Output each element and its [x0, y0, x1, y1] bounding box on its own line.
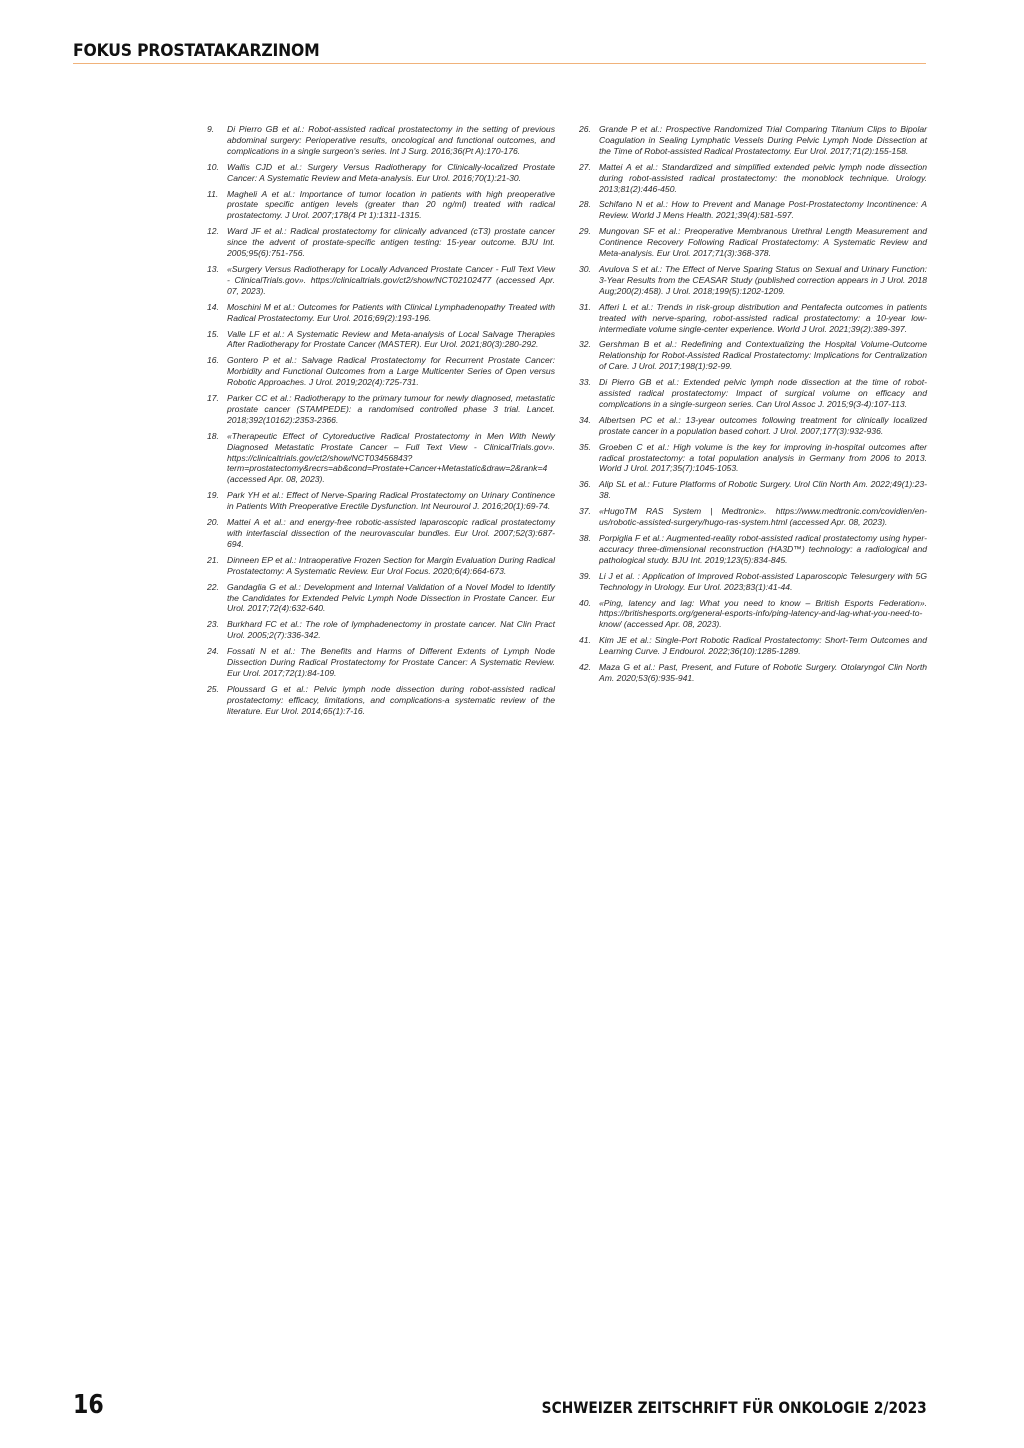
page-number: 16 [73, 1390, 104, 1420]
reference-text: Albertsen PC et al.: 13-year outcomes following treatment for clinically localized prostate cancer in a population based cohort. J Urol. 2007;177(3):932-936. [599, 414, 927, 436]
reference-item [207, 355, 555, 388]
reference-text: Mattei A et al.: Standardized and simplified extended pelvic lymph node dissection during robot-assisted radical prostatectomy: the monoblock technique. Urology. 2013;81(2):446-450. [599, 161, 927, 194]
reference-number: 20. [207, 517, 219, 528]
reference-item [579, 635, 927, 657]
reference-number: 22. [207, 581, 219, 592]
reference-item [579, 415, 927, 437]
reference-number: 10. [207, 161, 219, 172]
reference-text: Alip SL et al.: Future Platforms of Robotic Surgery. Urol Clin North Am. 2022;49(1):23-38. [599, 479, 927, 501]
reference-item [579, 377, 927, 410]
reference-number: 36. [579, 479, 591, 490]
reference-number: 26. [579, 124, 591, 134]
reference-item [207, 619, 555, 641]
reference-number: 33. [579, 377, 591, 388]
reference-number: 37. [579, 506, 591, 517]
reference-number: 23. [207, 619, 219, 630]
reference-text: Mungovan SF et al.: Preoperative Membranous Urethral Length Measurement and Continence Recovery Following Radical Prostatectomy: A Systematic Review and Meta-analysis. Eur Urol. 2017;71(3):368-378. [599, 226, 927, 259]
reference-text: Gandaglia G et al.: Development and Internal Validation of a Novel Model to Identify the Candidates for Extended Pelvic Lymph Node Dissection in Prostate Cancer. Eur Urol. 2017;72(4):632-640. [227, 581, 555, 614]
reference-item [207, 646, 555, 679]
reference-text: Moschini M et al.: Outcomes for Patients with Clinical Lymphadenopathy Treated with Radical Prostatectomy. Eur Urol. 2016;69(2):193-196. [227, 301, 555, 323]
reference-text: Ploussard G et al.: Pelvic lymph node dissection during robot-assisted radical prostatectomy: efficacy, limitations, and complications-a systematic review of the literature. Eur Urol. 2014;65(1):7-16. [227, 683, 555, 716]
header-divider [73, 63, 926, 64]
reference-number: 35. [579, 441, 591, 452]
reference-item [579, 264, 927, 297]
journal-title: SCHWEIZER ZEITSCHRIFT FÜR ONKOLOGIE 2/2023 [541, 1398, 927, 1417]
reference-number: 21. [207, 554, 219, 565]
reference-number: 11. [207, 188, 219, 199]
reference-item [207, 431, 555, 486]
reference-item [207, 226, 555, 259]
reference-item [207, 517, 555, 550]
reference-item [207, 329, 555, 351]
reference-text: Dinneen EP et al.: Intraoperative Frozen Section for Margin Evaluation During Radical Prostatectomy: A Systematic Review. Eur Urol Focus. 2020;6(4):664-673. [227, 554, 555, 576]
reference-text: Groeben C et al.: High volume is the key for improving in-hospital outcomes after radical prostatectomy: a total population analysis in Germany from 2006 to 2013. World J Urol. 2017;35(7):1045-1053. [599, 441, 927, 474]
reference-text: Schifano N et al.: How to Prevent and Manage Post-Prostatectomy Incontinence: A Review. World J Mens Health. 2021;39(4):581-597. [599, 199, 927, 221]
reference-item [579, 226, 927, 259]
reference-item [207, 302, 555, 324]
reference-item [207, 582, 555, 615]
reference-number: 41. [579, 635, 591, 646]
reference-item [207, 393, 555, 426]
reference-text: Avulova S et al.: The Effect of Nerve Sparing Status on Sexual and Urinary Function: 3-Year Results from the CEASAR Study (published correction appears in J Urol. 2018 Aug;200(2):458). J Urol. 2018;199(5):1202-1209. [599, 263, 927, 296]
reference-item [579, 199, 927, 221]
reference-item [579, 662, 927, 684]
reference-item [579, 533, 927, 566]
reference-text: Afferi L et al.: Trends in risk-group distribution and Pentafecta outcomes in patients treated with nerve-sparing, robot-assisted radical prostatectomy: a 10-year low-intermediate volume single-center experience. World J Urol. 2021;39(2):389-397. [599, 301, 927, 334]
reference-item [579, 506, 927, 528]
reference-item [207, 264, 555, 297]
reference-number: 15. [207, 328, 219, 339]
references-right-column [579, 124, 927, 689]
reference-number: 31. [579, 301, 591, 312]
reference-text: «Surgery Versus Radiotherapy for Locally Advanced Prostate Cancer - Full Text View - ClinicalTrials.gov». https://clinicaltrials.gov/ct2/show/NCT02102477 (accessed Apr. 07, 2023). [227, 263, 555, 296]
reference-text: «Ping, latency and lag: What you need to know – British Esports Federation». https://britishesports.org/general-esports-info/ping-latency-and-lag-what-you-need-to-know/ (accessed Apr. 08, 2023). [599, 597, 927, 630]
reference-text: Kim JE et al.: Single-Port Robotic Radical Prostatectomy: Short-Term Outcomes and Learning Curve. J Endourol. 2022;36(10):1285-1289. [599, 635, 927, 657]
reference-text: Fossati N et al.: The Benefits and Harms of Different Extents of Lymph Node Dissection During Radical Prostatectomy for Prostate Cancer: A Systematic Review. Eur Urol. 2017;72(1):84-109. [227, 646, 555, 678]
reference-text: Maza G et al.: Past, Present, and Future of Robotic Surgery. Otolaryngol Clin North Am. 2020;53(6):935-941. [599, 662, 927, 683]
reference-text: Valle LF et al.: A Systematic Review and Meta-analysis of Local Salvage Therapies After Radiotherapy for Prostate Cancer (MASTER). Eur Urol. 2021;80(3):280-292. [227, 328, 555, 350]
reference-text: «Therapeutic Effect of Cytoreductive Radical Prostatectomy in Men With Newly Diagnosed Metastatic Prostate Cancer – Full Text View - ClinicalTrials.gov». https://clinicaltrials.gov/ct2/show/NCT03456843?term=prostatectomy&recrs=ab&cond=Prostate+Cancer+Metastatic&draw=2&rank=4 (accessed Apr. 08, 2023). [227, 430, 555, 485]
reference-item [579, 302, 927, 335]
reference-number: 30. [579, 263, 591, 274]
reference-item [579, 124, 927, 157]
reference-number: 34. [579, 414, 591, 425]
reference-item [579, 162, 927, 195]
reference-number: 42. [579, 662, 591, 673]
reference-number: 29. [579, 226, 591, 237]
reference-item [207, 124, 555, 157]
reference-item [579, 339, 927, 372]
reference-text: Porpiglia F et al.: Augmented-reality robot-assisted radical prostatectomy using hyper-accuracy three-dimensional reconstruction (HA3D™) technology: a radiological and pathological study. BJU Int. 2019;123(5):834-845. [599, 533, 927, 565]
reference-text: Wallis CJD et al.: Surgery Versus Radiotherapy for Clinically-localized Prostate Cancer: A Systematic Review and Meta-analysis. Eur Urol. 2016;70(1):21-30. [227, 161, 555, 183]
reference-text: Di Pierro GB et al.: Extended pelvic lymph node dissection at the time of robot-assisted radical prostatectomy: Impact of surgical volume on efficacy and complications in a single-surgeon series. Can Urol Assoc J. 2015;9(3-4):107-113. [599, 377, 927, 409]
reference-text: Grande P et al.: Prospective Randomized Trial Comparing Titanium Clips to Bipolar Coagulation in Sealing Lymphatic Vessels During Pelvic Lymph Node Dissection at the Time of Robot-assisted Radical Prostatectomy. Eur Urol. 2017;71(2):155-158. [599, 124, 927, 156]
reference-number: 19. [207, 490, 219, 501]
reference-text: Gontero P et al.: Salvage Radical Prostatectomy for Recurrent Prostate Cancer: Morbidity and Functional Outcomes from a Large Multicenter Series of Open versus Robotic Approaches. J Urol. 2019;202(4):725-731. [227, 355, 555, 388]
reference-number: 39. [579, 570, 591, 581]
reference-number: 14. [207, 301, 219, 312]
section-title: FOKUS PROSTATAKARZINOM [73, 41, 320, 61]
reference-text: Park YH et al.: Effect of Nerve-Sparing Radical Prostatectomy on Urinary Continence in Patients With Preoperative Erectile Dysfunction. Int Neurourol J. 2016;20(1):69-74. [227, 490, 555, 512]
reference-text: Ward JF et al.: Radical prostatectomy for clinically advanced (cT3) prostate cancer since the advent of prostate-specific antigen testing: 15-year outcome. BJU Int. 2005;95(6):751-756. [227, 226, 555, 259]
reference-number: 16. [207, 355, 219, 366]
reference-text: Magheli A et al.: Importance of tumor location in patients with high preoperative prostate specific antigen levels (greater than 20 ng/ml) treated with radical prostatectomy. J Urol. 2007;178(4 Pt 1):1311-1315. [227, 188, 555, 221]
reference-number: 40. [579, 597, 591, 608]
reference-number: 9. [207, 124, 215, 134]
reference-number: 38. [579, 533, 591, 543]
reference-number: 12. [207, 226, 219, 237]
reference-item [207, 189, 555, 222]
reference-item [579, 598, 927, 631]
reference-text: Burkhard FC et al.: The role of lymphadenectomy in prostate cancer. Nat Clin Pract Urol. 2005;2(7):336-342. [227, 619, 555, 641]
reference-number: 24. [207, 646, 219, 657]
reference-number: 18. [207, 430, 219, 441]
reference-item [207, 684, 555, 717]
reference-text: Gershman B et al.: Redefining and Contextualizing the Hospital Volume-Outcome Relationship for Robot-Assisted Radical Prostatectomy: Implications for Centralization of Care. J Urol. 2017;198(1):92-99. [599, 339, 927, 372]
reference-item [207, 162, 555, 184]
reference-number: 13. [207, 263, 219, 274]
reference-text: Mattei A et al.: and energy-free robotic-assisted laparoscopic radical prostatectomy with interfascial dissection of the neurovascular bundles. Eur Urol. 2007;52(3):687-694. [227, 517, 555, 549]
reference-number: 32. [579, 339, 591, 350]
reference-item [207, 555, 555, 577]
reference-item [579, 442, 927, 475]
reference-text: Di Pierro GB et al.: Robot-assisted radical prostatectomy in the setting of previous abdominal surgery: Perioperative results, oncological and functional outcomes, and complications in a single surgeon's series. Int J Surg. 2016;36(Pt A):170-176. [227, 124, 555, 156]
references-left-column [207, 124, 555, 722]
reference-item [579, 571, 927, 593]
reference-text: Li J et al. : Application of Improved Robot-assisted Laparoscopic Telesurgery with 5G Technology in Urology. Eur Urol. 2023;83(1):41-44. [599, 570, 927, 592]
reference-number: 28. [579, 199, 591, 210]
reference-number: 17. [207, 393, 219, 404]
reference-item [579, 479, 927, 501]
reference-text: «HugoTM RAS System | Medtronic». https://www.medtronic.com/covidien/en-us/robotic-assisted-surgery/hugo-ras-system.html (accessed Apr. 08, 2023). [599, 506, 927, 528]
reference-item [207, 490, 555, 512]
reference-number: 27. [579, 161, 591, 172]
reference-number: 25. [207, 683, 219, 694]
reference-text: Parker CC et al.: Radiotherapy to the primary tumour for newly diagnosed, metastatic prostate cancer (STAMPEDE): a randomised controlled phase 3 trial. Lancet. 2018;392(10162):2353-2366. [227, 393, 555, 425]
